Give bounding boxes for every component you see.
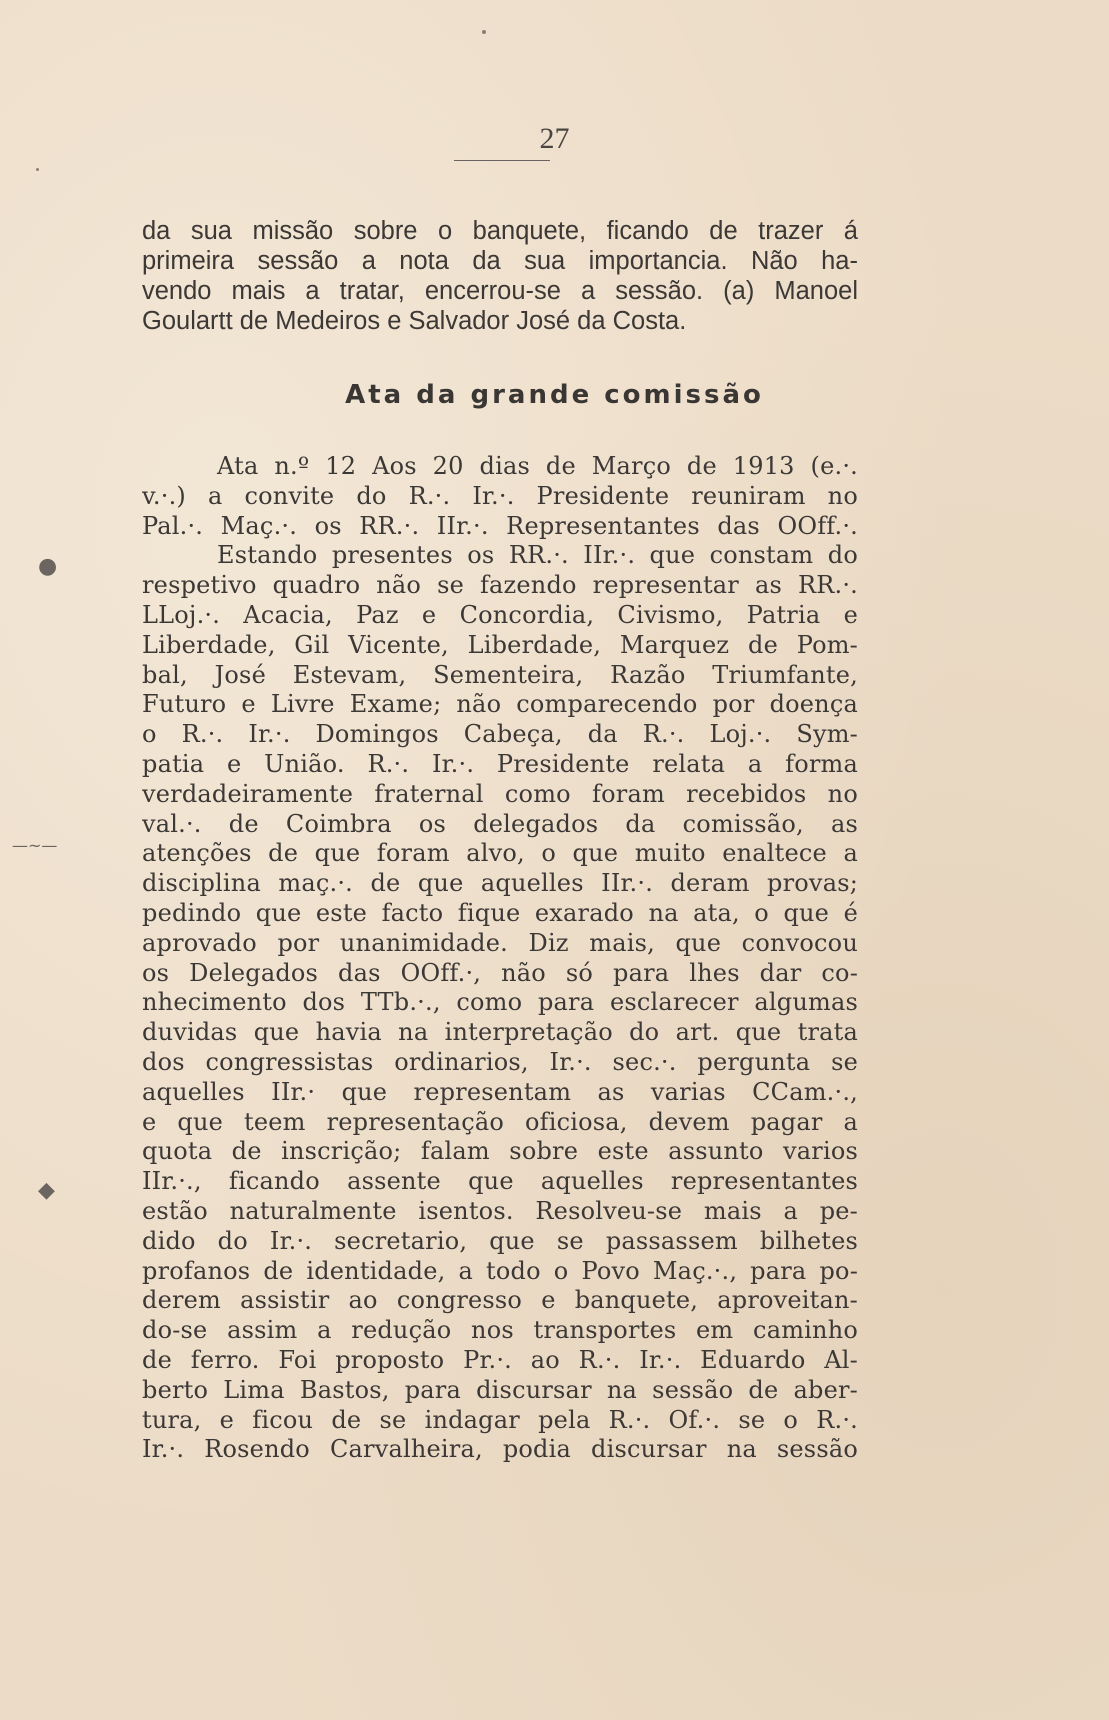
text-line: berto Lima Bastos, para discursar na sessão de aber- xyxy=(142,1375,858,1404)
continuation-paragraph xyxy=(142,216,858,336)
text-line: aprovado por unanimidade. Diz mais, que convocou xyxy=(142,928,858,957)
text-line: dos congressistas ordinarios, Ir.·. sec.·. pergunta se xyxy=(142,1047,858,1076)
text-line: respetivo quadro não se fazendo representar as RR.·. xyxy=(142,571,858,600)
text-line: da sua missão sobre o banquete, ficando de trazer á xyxy=(142,217,858,245)
text-line: patia e União. R.·. Ir.·. Presidente relata a forma xyxy=(142,749,858,778)
text-line: os Delegados das OOff.·, não só para lhes dar co- xyxy=(142,958,858,987)
text-line: de ferro. Foi proposto Pr.·. ao R.·. Ir.·. Eduardo Al- xyxy=(142,1345,858,1374)
margin-bullet-icon: ● xyxy=(38,554,58,579)
paper-speck xyxy=(482,30,486,34)
text-line: LLoj.·. Acacia, Paz e Concordia, Civismo, Patria e xyxy=(142,600,858,629)
text-line: IIr.·., ficando assente que aquelles representantes xyxy=(142,1167,858,1196)
margin-bullet-icon: ◆ xyxy=(38,1178,55,1203)
minutes-paragraph xyxy=(142,452,858,1465)
text-line: vendo mais a tratar, encerrou-se a sessão. (a) Manoel xyxy=(142,277,858,305)
text-line: o R.·. Ir.·. Domingos Cabeça, da R.·. Loj.·. Sym- xyxy=(142,720,858,749)
text-line: tura, e ficou de se indagar pela R.·. Of.·. se o R.·. xyxy=(142,1405,858,1434)
text-line: nhecimento dos TTb.·., como para esclarecer algumas xyxy=(142,988,858,1017)
text-line: derem assistir ao congresso e banquete, aproveitan- xyxy=(142,1286,858,1315)
text-line: Futuro e Livre Exame; não comparecendo por doença xyxy=(142,690,858,719)
text-line: aquelles IIr.· que representam as varias CCam.·., xyxy=(142,1077,858,1106)
text-line: primeira sessão a nota da sua importancia. Não ha- xyxy=(142,247,858,275)
text-line: pedindo que este facto fique exarado na ata, o que é xyxy=(142,898,858,927)
page-number: 27 xyxy=(539,122,570,155)
margin-dash-icon: —~— xyxy=(12,836,58,855)
text-line: dido do Ir.·. secretario, que se passassem bilhetes xyxy=(142,1226,858,1255)
text-line: Ir.·. Rosendo Carvalheira, podia discursar na sessão xyxy=(142,1435,858,1464)
text-line: val.·. de Coimbra os delegados da comissão, as xyxy=(142,809,858,838)
text-line: Estando presentes os RR.·. IIr.·. que constam do xyxy=(217,541,858,570)
text-line: Liberdade, Gil Vicente, Liberdade, Marquez de Pom- xyxy=(142,630,858,659)
text-line: Pal.·. Maç.·. os RR.·. IIr.·. Representantes das OOff.·. xyxy=(142,511,858,540)
text-line: quota de inscrição; falam sobre este assunto varios xyxy=(142,1137,858,1166)
text-line: disciplina maç.·. de que aquelles IIr.·. deram provas; xyxy=(142,869,858,898)
text-line: profanos de identidade, a todo o Povo Maç.·., para po- xyxy=(142,1256,858,1285)
text-line: e que teem representação oficiosa, devem pagar a xyxy=(142,1107,858,1136)
text-line: Ata n.º 12 Aos 20 dias de Março de 1913 (e.·. xyxy=(217,452,858,480)
text-line: estão naturalmente isentos. Resolveu-se mais a pe- xyxy=(142,1196,858,1225)
text-line: Goulartt de Medeiros e Salvador José da Costa. xyxy=(142,307,687,335)
page-number-underline xyxy=(454,160,550,161)
paper-speck xyxy=(36,168,39,171)
text-line: duvidas que havia na interpretação do art. que trata xyxy=(142,1018,858,1047)
text-line: verdadeiramente fraternal como foram recebidos no xyxy=(142,779,858,808)
section-heading: Ata da grande comissão xyxy=(345,380,764,410)
text-line: atenções de que foram alvo, o que muito enaltece a xyxy=(142,839,858,868)
text-line: bal, José Estevam, Sementeira, Razão Triumfante, xyxy=(142,660,858,689)
text-line: v.·.) a convite do R.·. Ir.·. Presidente reuniram no xyxy=(142,481,858,510)
text-line: do-se assim a redução nos transportes em caminho xyxy=(142,1316,858,1345)
